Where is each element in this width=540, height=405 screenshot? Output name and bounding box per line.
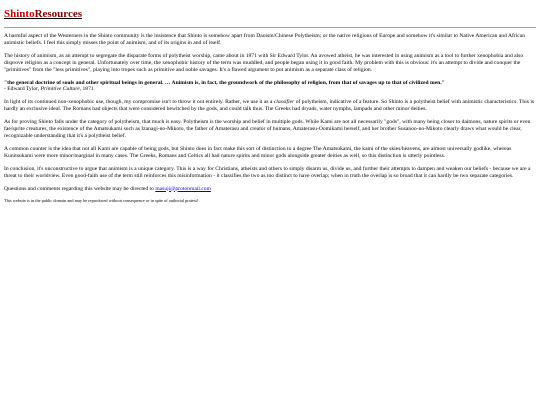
paragraph-counter: A common counter is the idea that not all Kami are capable of being gods, but Shinto does in fact make this sort of distinction to a degree The Amatsukami, the kami of the skies/heavens, are almost universally godlike, whereas Kunitsukami were more minor/marginal in many cases. The Greeks, Romans and Celtics all had nature spirits and minor gods alongside greater deities as well, so this distinction is utterly pointless.	[4, 145, 512, 159]
paragraph-conclusion: In conclusion, it's unconstructive to argue that animism is a unique category. This is a way for Christians, atheists and others to simply disarm us, divide us, and further their attempts to dampen and weaken our beliefs - because we are a threat to their worldview. Even good-faith use of the term still reinforces this misinformation - it classifies the two as too distinct to have overlap; when in truth the overlap is so broad that it can hardly be two separate categories.	[4, 165, 531, 179]
quote-text: "the general doctrine of souls and other spiritual beings in general. … Animism is, in fact, the groundwork of the philosophy of religion, from that of savages up to that of civilized men."	[4, 79, 445, 86]
divider	[4, 27, 536, 28]
paragraph-polytheism: As for proving Shinto falls under the category of polytheism, that much is easy. Polytheism is the worship and belief in multiple gods. While Kami are not all necessarily "gods", with many being closer to daimons, nature spirits or even fae/sprite creatures, the existence of the Amatsukami such as Izanagi-no-Mikoto, the father of Amaterasu and creator of humans, Amaterasu-Oomikami herself, and her brother Susanoo-no-Mikoto clearly draws what would be clear, recognizable understanding that it's a polytheist belief.	[4, 119, 531, 139]
quote-attribution-year: , 1871	[79, 86, 94, 93]
paragraph-history: The history of animism, as an attempt to segregate the disparate forms of polytheist worship, came about in 1871 with Sir Edward Tylor. An avowed atheist, he was interested in using animism as a tool to further xenophobia and also disprove religion as a concept in general. Unfortunately over time, the xenophobic history of the term was muddled, and people began using it in good faith. My problem with this is obvious: it's an attempt to divide and conquer the "primitives" from the "less primitives", playing into tropes such as primitive and noble savages. It's a flawed argument to put animism as a separate class of religion.	[4, 52, 524, 73]
compromise-text-2: of polytheism, indicative of a feature. So Shinto is a polytheist belief with animistic characteristics. This is hardly an exclusive ideal. The Romans had objects that were considered bewitched by the gods, and could talk thus. The Greeks had dryads, water nymphs, lampads and other minor deities.	[4, 99, 535, 113]
logo-part1: Shinto	[4, 8, 35, 20]
paragraph-intro: A harmful aspect of the Westerners in the Shinto community is the insistence that Shinto is somehow apart from Daoism/Chinese Polytheism; or the native religions of Europe and somehow it's similar to Native American and African animistic beliefs. I feel this simply misses the point of animism, and of its origins in and of itself.	[4, 33, 526, 46]
contact-line	[4, 186, 536, 193]
quote-attribution-work: Primitive Culture	[40, 86, 80, 93]
footer-note: This website is in the public domain and may be reproduced without consequence or in spite of authorial protest!	[4, 198, 199, 204]
contact-text: Questions and comments regarding this website may be directed to	[4, 185, 156, 192]
logo-part2: Resources	[34, 8, 83, 20]
quote-attribution-prefix: - Edward Tylor,	[4, 86, 41, 93]
tylor-quote	[4, 80, 536, 94]
site-logo-link[interactable]	[4, 8, 536, 20]
email-link[interactable]: masuji@protonmail.com	[155, 185, 211, 192]
classifier-emphasis: classifier	[273, 99, 295, 106]
paragraph-compromise	[4, 99, 536, 113]
compromise-text-1: In light of its continued non-xenophobic use, though, my compromise isn't to throw it out entirely. Rather, we use it as a	[4, 99, 274, 106]
